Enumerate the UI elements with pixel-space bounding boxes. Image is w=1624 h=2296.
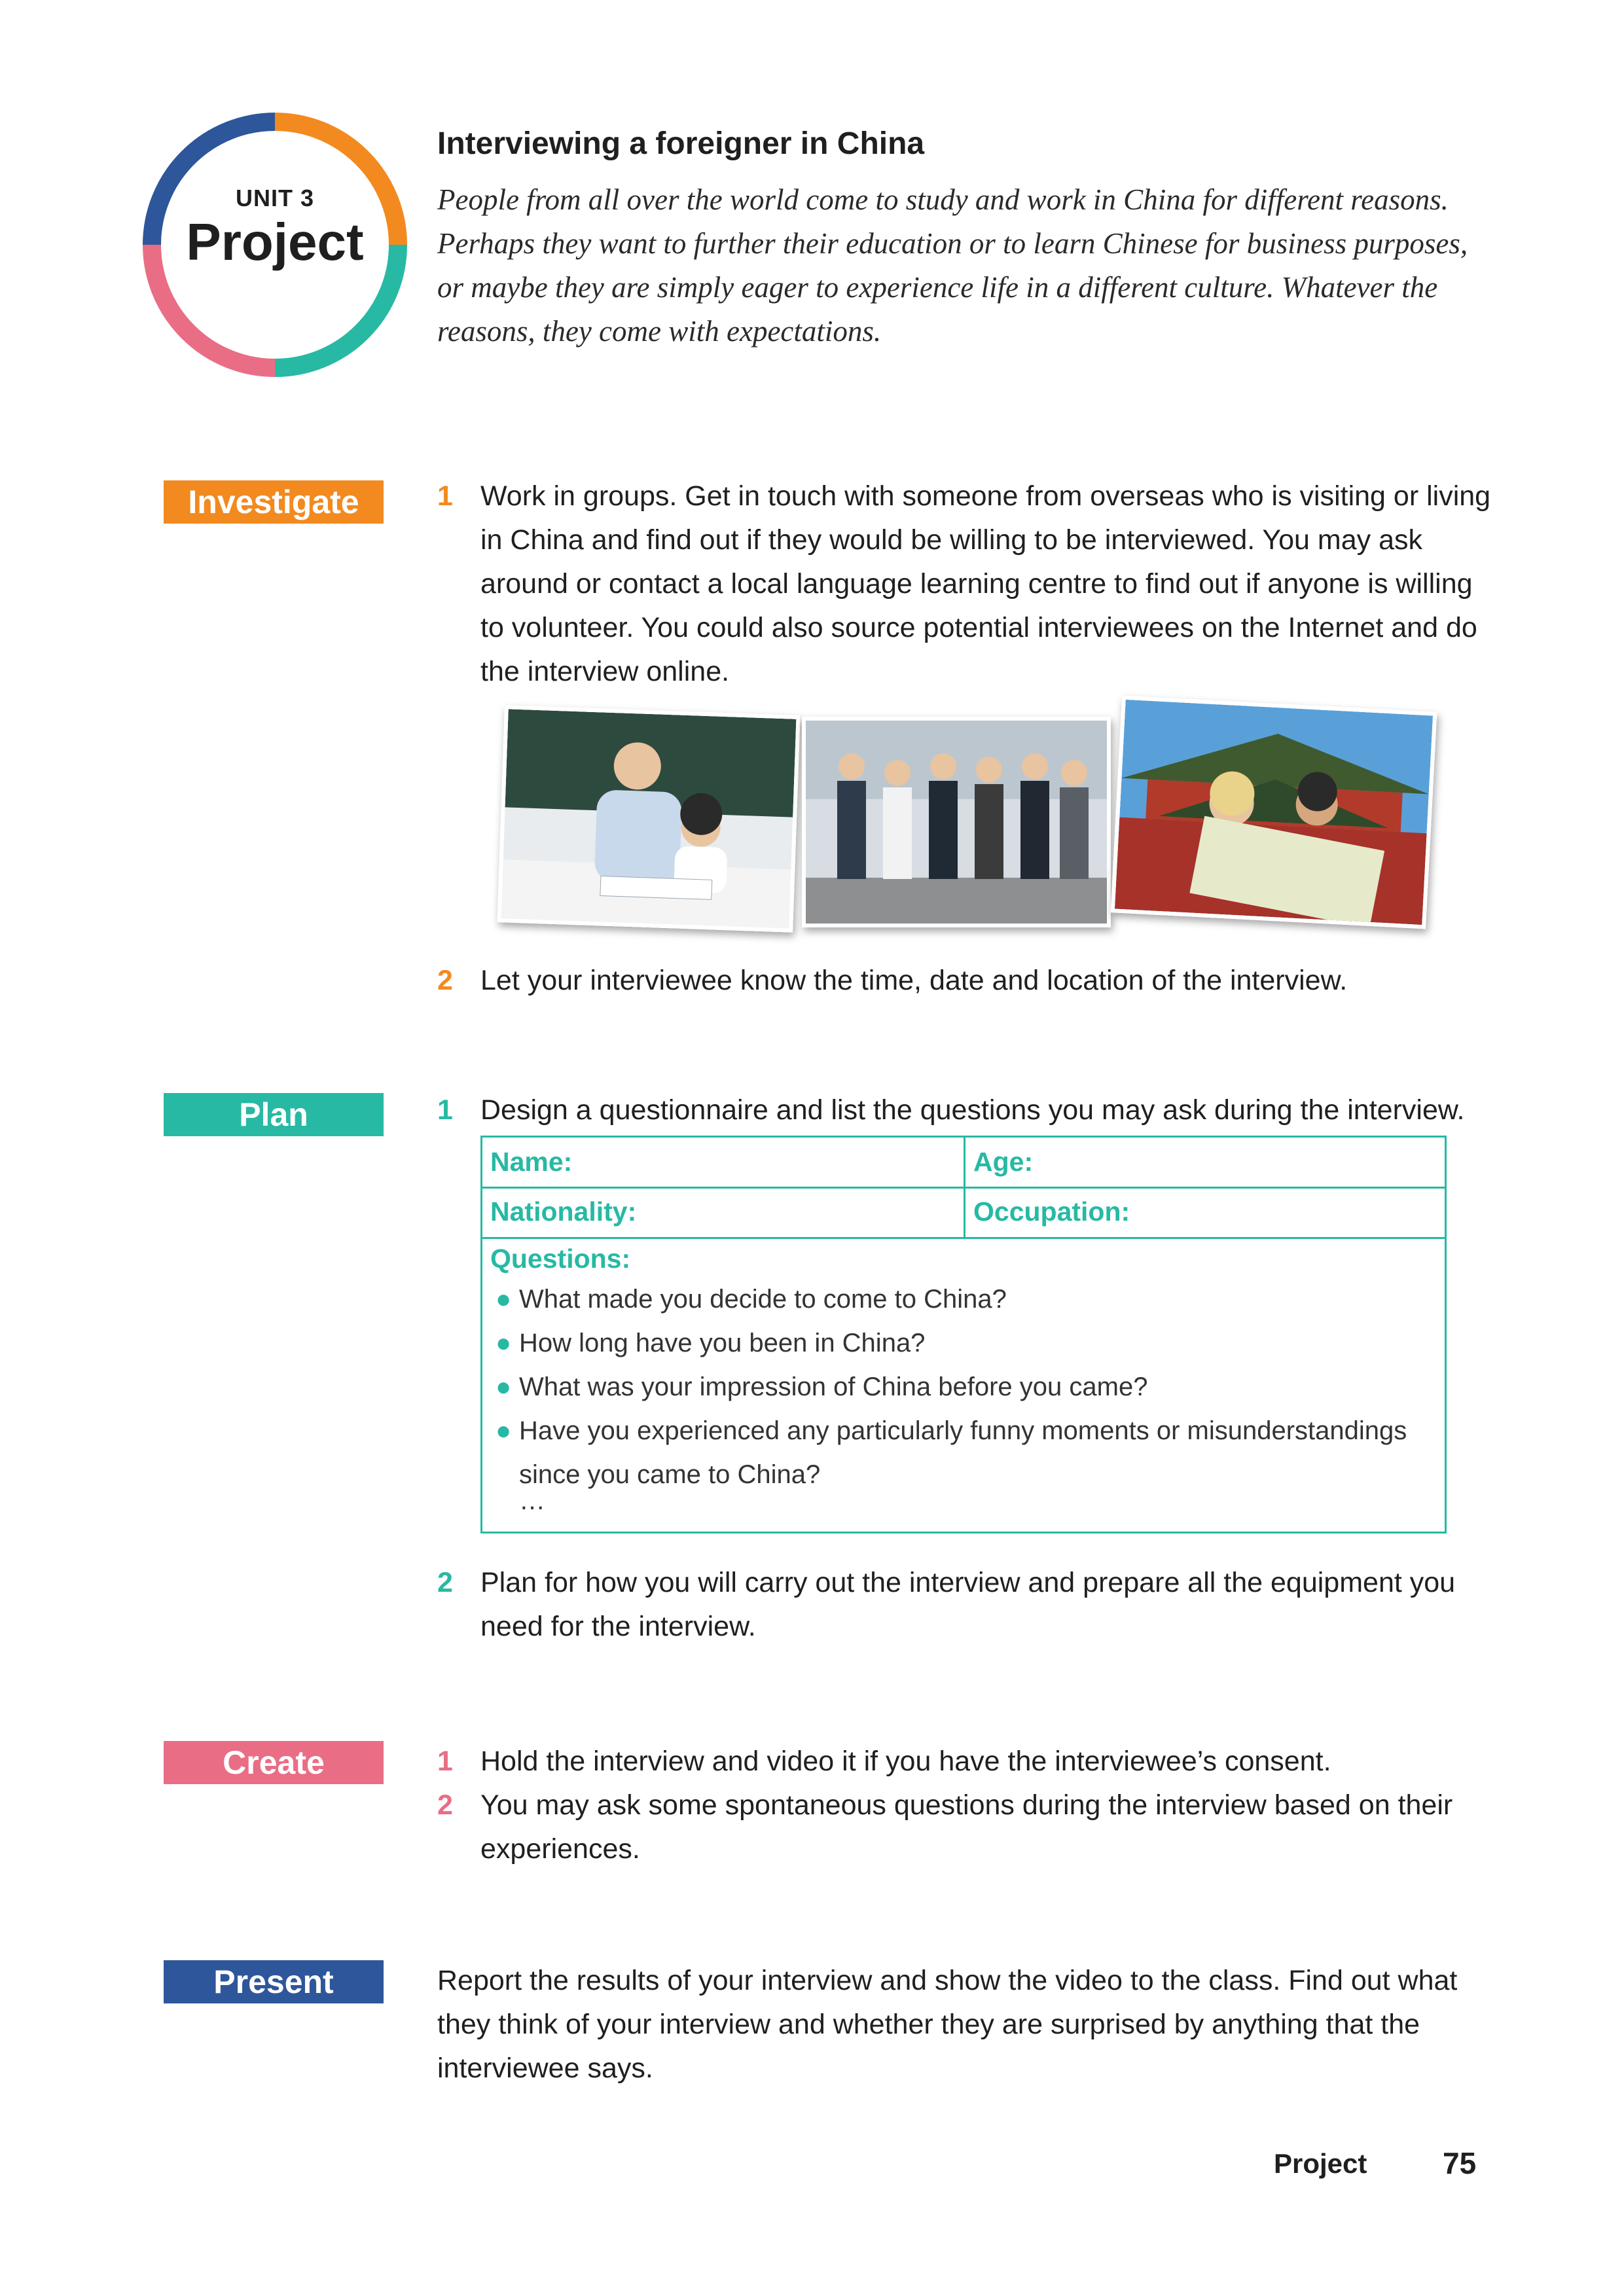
- step-number: 2: [437, 965, 453, 996]
- questions-label: Questions:: [490, 1244, 631, 1274]
- step-number: 1: [437, 480, 453, 512]
- field-occupation-label: Occupation:: [973, 1196, 1130, 1227]
- question-item: ● How long have you been in China?: [496, 1321, 1432, 1365]
- step-number: 2: [437, 1789, 453, 1821]
- question-item: ● What made you decide to come to China?: [496, 1278, 1432, 1321]
- questionnaire-divider: [964, 1138, 965, 1238]
- step-text: Let your interviewee know the time, date and location of the interview.: [480, 965, 1348, 996]
- create-step-2: [437, 1784, 1498, 1871]
- page-title: Interviewing a foreigner in China: [437, 126, 925, 161]
- step-number: 1: [437, 1746, 453, 1777]
- plan-step-2: [437, 1561, 1498, 1649]
- questions-ellipsis: …: [519, 1486, 545, 1515]
- photo-couple-map: [1111, 696, 1437, 929]
- step-text: Hold the interview and video it if you have the interviewee’s consent.: [480, 1746, 1331, 1777]
- photo-student-group: [802, 717, 1111, 927]
- field-age-label: Age:: [973, 1147, 1034, 1177]
- section-tag-present: Present: [164, 1960, 384, 2003]
- create-step-1: [437, 1740, 1498, 1784]
- present-text: Report the results of your interview and show the video to the class. Find out what they think of your interview and whether they are surprised by anything that the interviewee says.: [437, 1965, 1458, 2084]
- question-item: ● What was your impression of China before you came?: [496, 1365, 1432, 1409]
- field-nationality-label: Nationality:: [490, 1196, 637, 1227]
- step-text: Plan for how you will carry out the interview and prepare all the equipment you need for the interview.: [480, 1567, 1456, 1642]
- step-number: 2: [437, 1567, 453, 1598]
- intro-paragraph: People from all over the world come to study and work in China for different reasons. Perhaps they want to further their education or to learn Chinese for business purposes, or maybe they are simply eager to experience life in a different culture. Whatever the reasons, they come with expectations.: [437, 183, 1468, 348]
- section-tag-investigate: Investigate: [164, 480, 384, 524]
- page-number: 75: [1443, 2146, 1477, 2180]
- step-text: Design a questionnaire and list the questions you may ask during the interview.: [480, 1094, 1465, 1126]
- investigate-step-1: [437, 475, 1498, 694]
- step-text: You may ask some spontaneous questions during the interview based on their experiences.: [480, 1789, 1453, 1865]
- bullet-icon: ●: [496, 1416, 512, 1445]
- plan-step-1: [437, 1088, 1511, 1132]
- field-name-label: Name:: [490, 1147, 573, 1177]
- footer-section-label: Project: [1274, 2148, 1367, 2179]
- unit-badge: [143, 113, 407, 377]
- bullet-icon: ●: [496, 1285, 512, 1314]
- photo-teacher-student: [497, 705, 800, 933]
- step-number: 1: [437, 1094, 453, 1126]
- present-paragraph: [437, 1959, 1485, 2090]
- step-text: Work in groups. Get in touch with someone from overseas who is visiting or living in China and find out if they would be willing to be interviewed. You may ask around or contact a local language learning centre to find out if anyone is willing to volunteer. You could also source potential interviewees on the Internet and do the interview online.: [480, 480, 1491, 687]
- bullet-icon: ●: [496, 1329, 512, 1357]
- unit-title: Project: [186, 213, 364, 271]
- questionnaire-box: [480, 1136, 1447, 1534]
- investigate-step-2: [437, 959, 1498, 1003]
- question-item: ● Have you experienced any particularly funny moments or misunderstandings since you came to China?: [496, 1409, 1432, 1497]
- bullet-icon: ●: [496, 1372, 512, 1401]
- section-tag-create: Create: [164, 1741, 384, 1784]
- unit-label: UNIT 3: [235, 185, 314, 211]
- section-tag-plan: Plan: [164, 1093, 384, 1136]
